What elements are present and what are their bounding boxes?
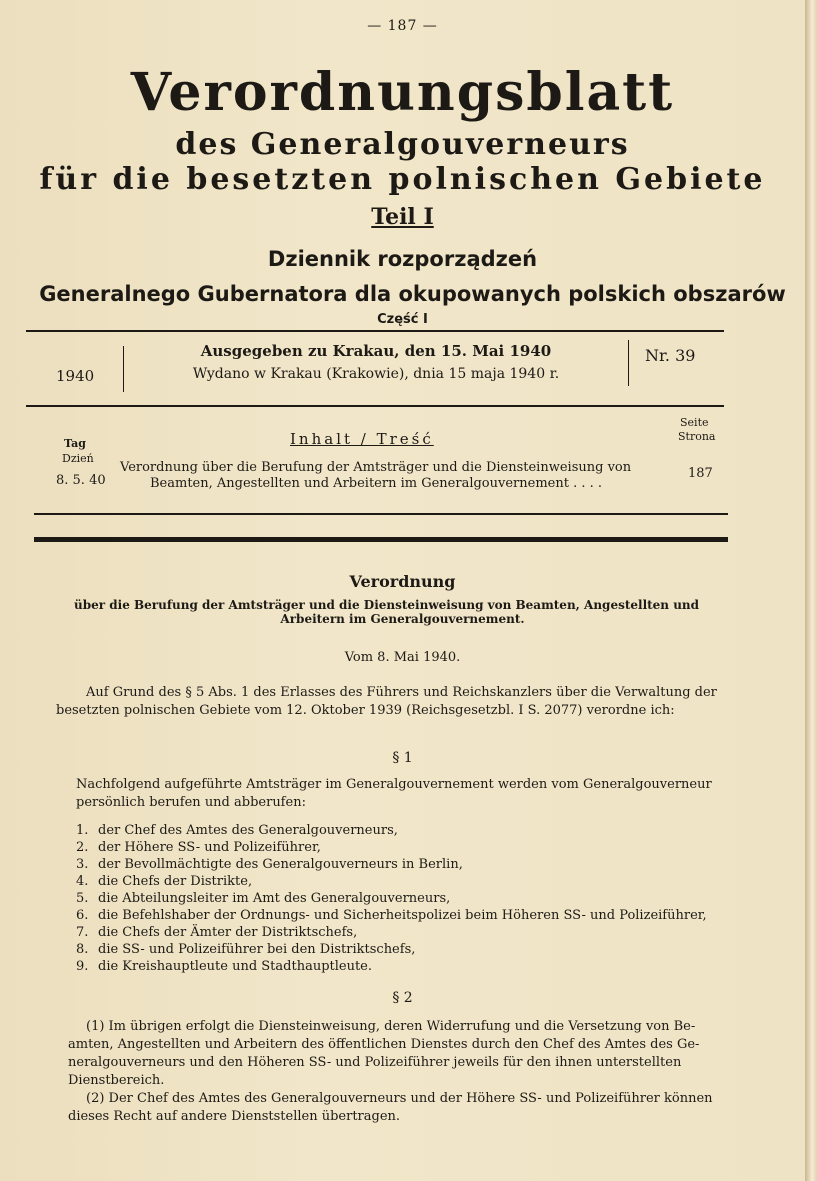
list-item: [76, 873, 707, 890]
section-1-heading: § 1: [392, 750, 413, 766]
section-2-p1-line-2: amten, Angestellten und Arbeitern des öffentlichen Dienstes durch den Chef des Amtes des Ge-: [68, 1037, 700, 1052]
issued-pl: Wydano w Krakau (Krakowie), dnia 15 maja 1940 r.: [192, 366, 560, 382]
list-item-text: die Chefs der Ämter der Distriktschefs,: [98, 925, 358, 940]
list-item: [76, 822, 707, 839]
list-item-text: der Chef des Amtes des Generalgouverneurs,: [98, 823, 398, 838]
list-item-text: die Befehlshaber der Ordnungs- und Sicherheitspolizei beim Höheren SS- und Polizeiführer,: [98, 908, 707, 923]
part-label-pl: Część I: [377, 312, 428, 327]
section-2-p1-line-1: (1) Im übrigen erfolgt die Diensteinweisung, deren Widerrufung und die Versetzung von Be-: [86, 1019, 696, 1034]
list-item: [76, 839, 707, 856]
page-label-pl: Strona: [678, 430, 716, 443]
list-item-text: die SS- und Polizeiführer bei den Distriktschefs,: [98, 942, 416, 957]
gazette-title-pl: Dziennik rozporządzeń: [267, 247, 538, 271]
list-item-text: der Höhere SS- und Polizeiführer,: [98, 840, 321, 855]
contents-entry-text-2: Beamten, Angestellten und Arbeitern im Generalgouvernement . . . .: [150, 476, 602, 491]
section-2-p1-line-3: neralgouverneurs und den Höheren SS- und Polizeiführer jeweils für den ihnen unterstellten: [68, 1055, 682, 1070]
gazette-subtitle-1: des Generalgouverneurs: [175, 127, 630, 162]
issue-bar-bottom-rule: [26, 405, 724, 407]
section-1-list: [76, 822, 707, 975]
issue-number: Nr. 39: [645, 346, 696, 365]
section-1-text-1: Nachfolgend aufgeführte Amtsträger im Generalgouvernement werden vom Generalgouverneur: [76, 777, 712, 792]
section-2-p1-line-4: Dienstbereich.: [68, 1073, 165, 1088]
list-item: [76, 907, 707, 924]
decree-subtitle-1: über die Berufung der Amtsträger und die Diensteinweisung von Beamten, Angestellten und: [74, 598, 700, 612]
preamble-line-1: Auf Grund des § 5 Abs. 1 des Erlasses des Führers und Reichskanzlers über die Verwaltung der: [86, 685, 717, 700]
day-label-de: Tag: [64, 437, 86, 450]
page-edge: [805, 0, 817, 1181]
list-item: [76, 941, 707, 958]
list-item-text: die Kreishauptleute und Stadthauptleute.: [98, 959, 373, 974]
section-2-heading: § 2: [392, 990, 413, 1006]
decree-title: Verordnung: [349, 572, 456, 591]
contents-entry-date: 8. 5. 40: [56, 473, 106, 488]
issue-bar-divider-right: [628, 340, 629, 386]
section-2-p2-line-2: dieses Recht auf andere Dienststellen übertragen.: [68, 1109, 401, 1124]
gazette-title: Verordnungsblatt: [130, 62, 675, 123]
list-item-number: 3.: [76, 857, 89, 872]
list-item-number: 6.: [76, 908, 89, 923]
contents-rule-thick: [34, 537, 728, 542]
section-2-p2-line-1: (2) Der Chef des Amtes des Generalgouverneurs und der Höhere SS- und Polizeiführer können: [86, 1091, 713, 1106]
list-item-number: 7.: [76, 925, 89, 940]
page-number: — 187 —: [367, 18, 438, 34]
list-item: [76, 890, 707, 907]
list-item-number: 1.: [76, 823, 89, 838]
issued-de: Ausgegeben zu Krakau, den 15. Mai 1940: [200, 342, 552, 360]
page-label-de: Seite: [680, 416, 709, 429]
list-item-text: der Bevollmächtigte des Generalgouverneurs in Berlin,: [98, 857, 463, 872]
contents-rule-thin: [34, 513, 728, 515]
gazette-subtitle-pl: Generalnego Gubernatora dla okupowanych polskich obszarów: [39, 282, 786, 306]
issue-bar-divider-left: [123, 346, 124, 392]
list-item-number: 8.: [76, 942, 89, 957]
list-item-number: 5.: [76, 891, 89, 906]
decree-date: Vom 8. Mai 1940.: [344, 650, 461, 665]
list-item: [76, 924, 707, 941]
part-label-de: Teil I: [371, 204, 434, 230]
contents-entry-text-1: Verordnung über die Berufung der Amtsträger und die Diensteinweisung von: [120, 460, 632, 475]
day-label-pl: Dzień: [62, 452, 94, 465]
list-item: [76, 856, 707, 873]
list-item-text: die Abteilungsleiter im Amt des Generalgouverneurs,: [98, 891, 451, 906]
contents-heading: Inhalt / Treść: [290, 430, 434, 448]
list-item-number: 2.: [76, 840, 89, 855]
contents-entry-page: 187: [688, 466, 713, 481]
issue-year: 1940: [56, 367, 95, 385]
list-item-number: 9.: [76, 959, 89, 974]
preamble-line-2: besetzten polnischen Gebiete vom 12. Oktober 1939 (Reichsgesetzbl. I S. 2077) verordne ich:: [56, 703, 675, 718]
list-item-text: die Chefs der Distrikte,: [98, 874, 253, 889]
issue-bar-top-rule: [26, 330, 724, 332]
gazette-subtitle-2: für die besetzten polnischen Gebiete: [39, 162, 766, 197]
decree-subtitle-2: Arbeitern im Generalgouvernement.: [280, 612, 525, 626]
list-item: [76, 958, 707, 975]
section-1-text-2: persönlich berufen und abberufen:: [76, 795, 306, 810]
list-item-number: 4.: [76, 874, 89, 889]
